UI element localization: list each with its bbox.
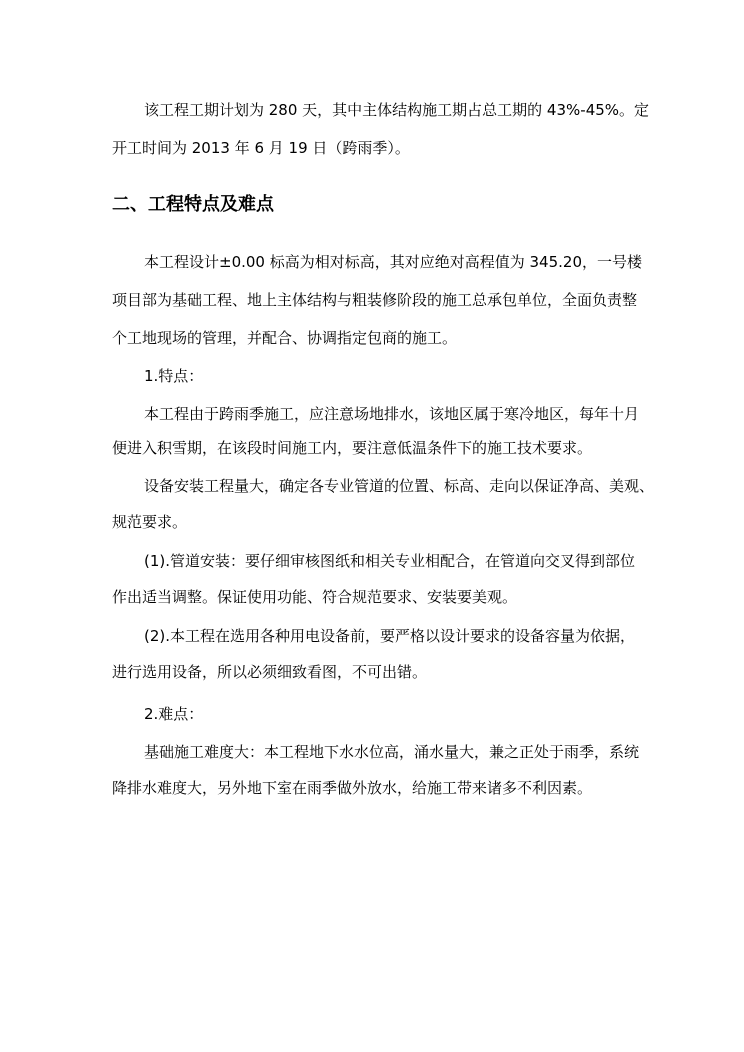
paragraph-overview-line-2: 项目部为基础工程、地上主体结构与粗装修阶段的施工总承包单位，全面负责整 [112,291,638,309]
paragraph-equipment-line-2: 规范要求。 [112,513,188,531]
difficulties-label: 2.难点： [144,705,204,723]
paragraph-equipment-line-1: 设备安装工程量大，确定各专业管道的位置、标高、走向以保证净高、美观、 [144,477,655,495]
paragraph-piping-line-1: (1).管道安装：要仔细审核图纸和相关专业相配合，在管道向交叉得到部位 [144,552,636,570]
features-label: 1.特点： [144,367,204,385]
paragraph-foundation-line-1: 基础施工难度大：本工程地下水水位高，涌水量大，兼之正处于雨季，系统 [144,743,640,761]
paragraph-rainy-season-line-2: 便进入积雪期，在该段时间施工内，要注意低温条件下的施工技术要求。 [112,439,593,457]
paragraph-electrical-line-2: 进行选用设备，所以必须细致看图，不可出错。 [112,663,428,681]
paragraph-overview-line-3: 个工地现场的管理，并配合、协调指定包商的施工。 [112,329,458,347]
paragraph-foundation-line-2: 降排水难度大，另外地下室在雨季做外放水，给施工带来诸多不利因素。 [112,779,593,797]
paragraph-electrical-line-1: (2).本工程在选用各种用电设备前，要严格以设计要求的设备容量为依据， [144,627,636,645]
paragraph-piping-line-2: 作出适当调整。保证使用功能、符合规范要求、安装要美观。 [112,588,518,606]
paragraph-rainy-season-line-1: 本工程由于跨雨季施工，应注意场地排水，该地区属于寒冷地区，每年十月 [144,405,640,423]
paragraph-schedule-line-2: 开工时间为 2013 年 6 月 19 日（跨雨季）。 [112,139,410,157]
section-heading: 二、工程特点及难点 [112,194,274,215]
paragraph-overview-line-1: 本工程设计±0.00 标高为相对标高，其对应绝对高程值为 345.20，一号楼 [144,253,642,271]
paragraph-schedule-line-1: 该工程工期计划为 280 天，其中主体结构施工期占总工期的 43%-45%。定 [144,101,650,119]
